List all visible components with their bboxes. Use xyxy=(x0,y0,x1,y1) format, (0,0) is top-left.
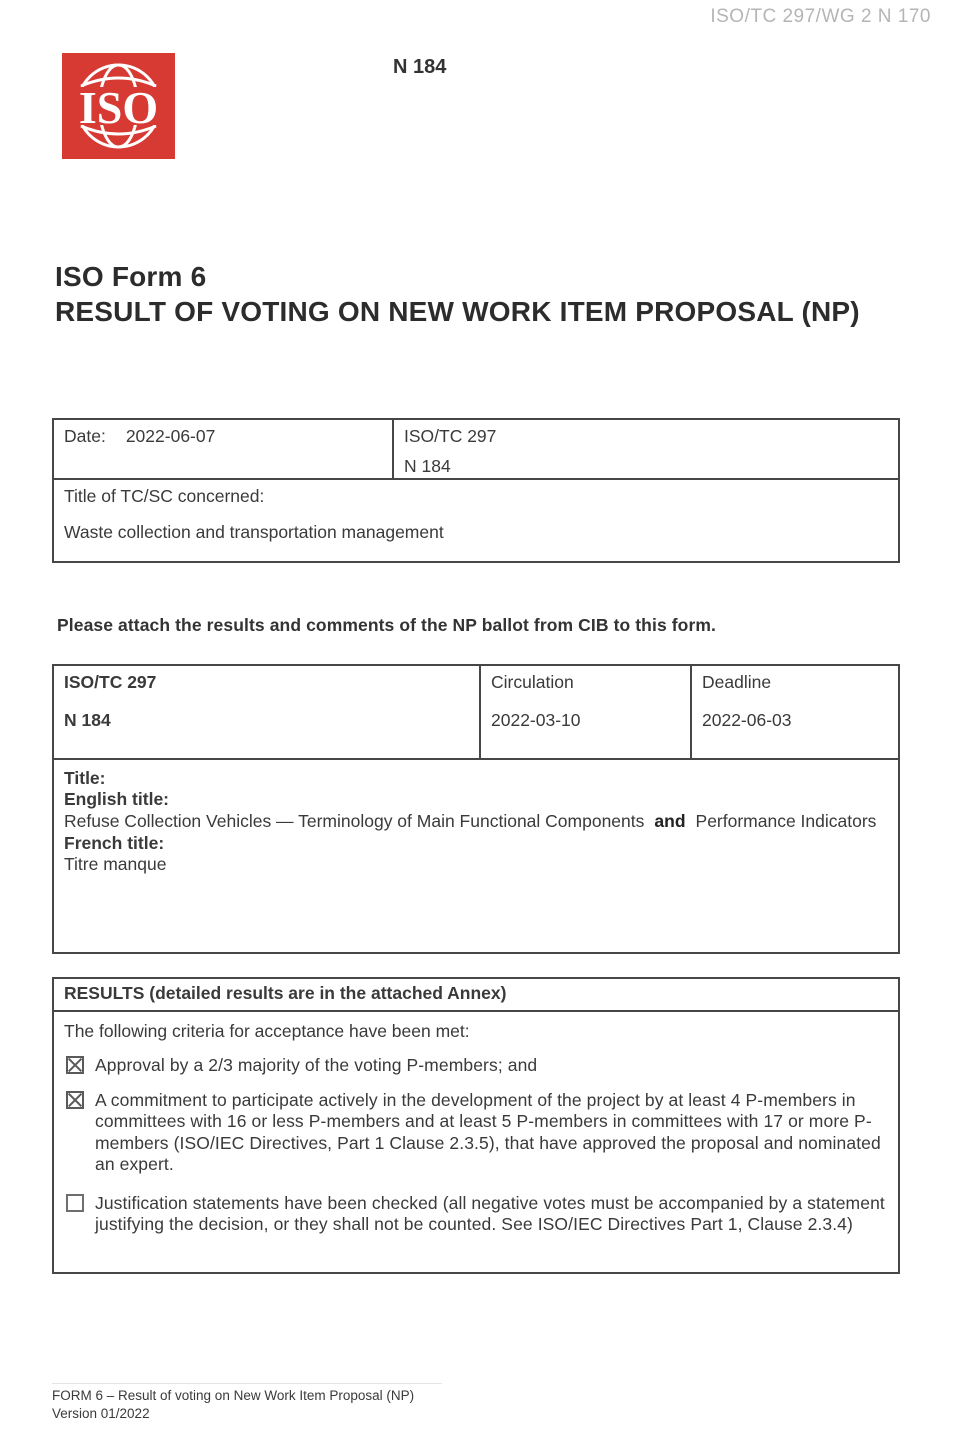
footer-form-name: FORM 6 – Result of voting on New Work Item Proposal (NP) xyxy=(52,1388,415,1403)
date-label: Date: xyxy=(64,426,106,446)
french-title-value: Titre manque xyxy=(64,854,167,874)
committee-ref: ISO/TC 297 xyxy=(404,426,497,446)
info-table xyxy=(52,418,900,563)
title-label: Title: xyxy=(64,768,106,788)
approval-checkbox[interactable] xyxy=(66,1056,84,1074)
criterion-text: Justification statements have been checked (all negative votes must be accompanied by a statement justifying the decision, or they shall not be counted. See ISO/IEC Directives Part 1, Clause 2.3.4) xyxy=(95,1192,885,1234)
doc-number-header: N 184 xyxy=(393,56,447,78)
committee-doc-number: N 184 xyxy=(404,456,451,476)
tc-title-cell xyxy=(54,480,898,561)
english-title-value xyxy=(64,810,888,833)
footer-divider xyxy=(52,1383,442,1384)
results-body xyxy=(54,1010,898,1272)
criterion-text: A commitment to participate actively in the development of the project by at least 4 P-members in committees with 16 or less P-members and at least 5 P-members in committees with 17 or more P-members (ISO/IEC Directives, Part 1 Clause 2.3.5), that have approved the proposal and nominated an expert. xyxy=(95,1089,881,1174)
deadline-cell xyxy=(690,666,898,758)
footer-version: Version 01/2022 xyxy=(52,1405,150,1421)
form-number-title: ISO Form 6 xyxy=(55,261,207,292)
criterion-approval xyxy=(64,1055,888,1077)
criterion-justification xyxy=(64,1193,888,1236)
info-table-row-1 xyxy=(54,420,898,478)
circulation-date: 2022-03-10 xyxy=(491,710,581,730)
ballot-table-row-1 xyxy=(54,666,898,758)
circulation-cell xyxy=(479,666,690,758)
footer xyxy=(52,1387,414,1422)
page-title xyxy=(55,259,860,329)
criteria-list xyxy=(64,1055,888,1236)
form-result-title: RESULT OF VOTING ON NEW WORK ITEM PROPOSAL (NP) xyxy=(55,296,860,327)
ballot-table-titles-cell xyxy=(54,758,898,952)
document-reference: ISO/TC 297/WG 2 N 170 xyxy=(710,6,931,27)
criterion-text: Approval by a 2/3 majority of the voting P-members; and xyxy=(95,1055,538,1075)
ballot-committee-cell xyxy=(54,666,479,758)
iso-logo xyxy=(62,53,175,159)
english-title-part1: Refuse Collection Vehicles — Terminology of Main Functional Components xyxy=(64,811,645,831)
ballot-table xyxy=(52,664,900,954)
deadline-date: 2022-06-03 xyxy=(702,710,792,730)
date-cell xyxy=(54,420,392,478)
deadline-label: Deadline xyxy=(702,672,772,692)
tc-title-label: Title of TC/SC concerned: xyxy=(64,486,265,506)
french-title-label: French title: xyxy=(64,833,165,853)
results-intro: The following criteria for acceptance have been met: xyxy=(64,1021,470,1041)
attach-note: Please attach the results and comments of the NP ballot from CIB to this form. xyxy=(57,615,716,635)
date-value: 2022-06-07 xyxy=(125,426,216,446)
results-header-row xyxy=(54,979,898,1010)
circulation-label: Circulation xyxy=(491,672,574,692)
ballot-doc-number: N 184 xyxy=(64,710,111,730)
criterion-commitment xyxy=(64,1090,888,1176)
english-title-and: and xyxy=(654,811,686,831)
iso-globe-icon xyxy=(62,53,175,159)
tc-title-value: Waste collection and transportation management xyxy=(64,522,444,542)
info-table-row-2 xyxy=(54,478,898,561)
justification-checkbox[interactable] xyxy=(66,1194,84,1212)
results-header: RESULTS (detailed results are in the attached Annex) xyxy=(64,983,507,1003)
iso-logo-text: ISO xyxy=(78,82,159,133)
committee-cell xyxy=(392,420,898,478)
english-title-part2: Performance Indicators xyxy=(695,811,877,831)
english-title-label: English title: xyxy=(64,789,169,809)
ballot-committee-ref: ISO/TC 297 xyxy=(64,672,157,692)
commitment-checkbox[interactable] xyxy=(66,1091,84,1109)
results-table xyxy=(52,977,900,1274)
